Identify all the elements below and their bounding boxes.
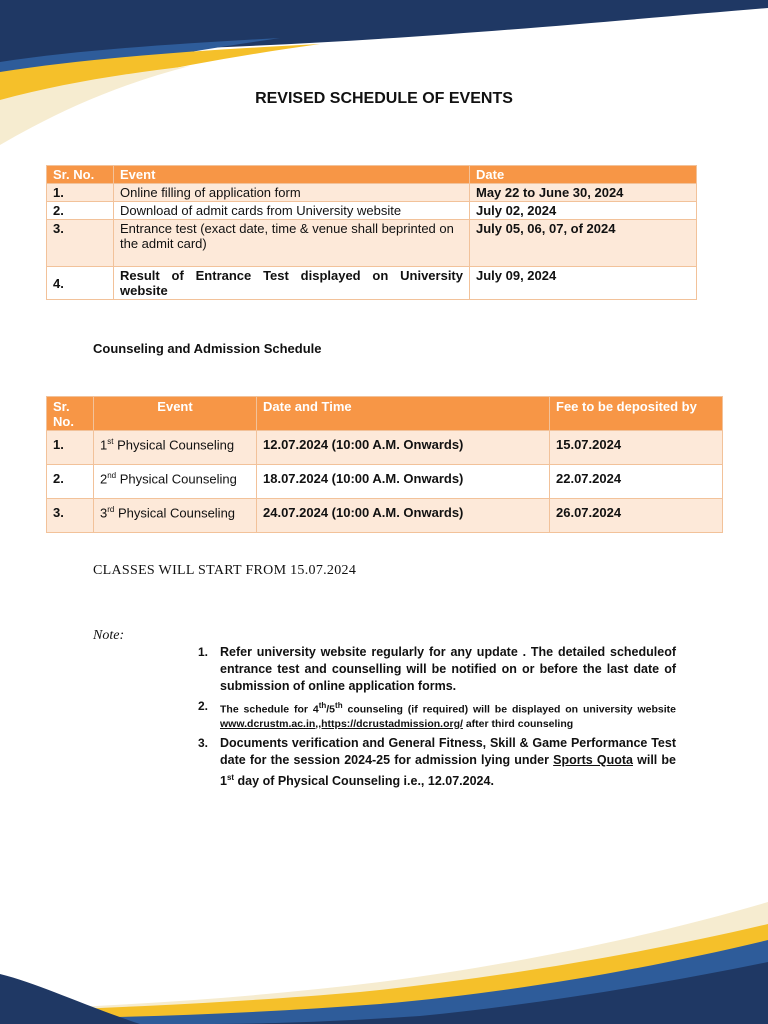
row-fee: 22.07.2024 [550, 465, 723, 499]
row-datetime: 18.07.2024 (10:00 A.M. Onwards) [257, 465, 550, 499]
row-sr: 4. [47, 267, 114, 300]
row-event: Online filling of application form [114, 184, 470, 202]
row-date: July 05, 06, 07, of 2024 [470, 220, 697, 267]
row-event: 1st Physical Counseling [94, 431, 257, 465]
schedule-header-event: Event [114, 166, 470, 184]
table-row [47, 431, 723, 465]
row-sr: 1. [47, 431, 94, 465]
counseling-header-event: Event [94, 397, 257, 431]
table-row [47, 267, 697, 300]
row-fee: 15.07.2024 [550, 431, 723, 465]
notes-list [198, 644, 676, 794]
row-sr: 1. [47, 184, 114, 202]
bottom-wave-decoration [0, 894, 768, 1024]
schedule-table [46, 165, 697, 300]
row-sr: 2. [47, 202, 114, 220]
counseling-heading: Counseling and Admission Schedule [93, 341, 322, 356]
schedule-header-sr: Sr. No. [47, 166, 114, 184]
row-fee: 26.07.2024 [550, 499, 723, 533]
table-row [47, 202, 697, 220]
row-event: Download of admit cards from University website [114, 202, 470, 220]
table-row [47, 499, 723, 533]
row-event: 3rd Physical Counseling [94, 499, 257, 533]
row-sr: 2. [47, 465, 94, 499]
top-wave-decoration [0, 0, 768, 150]
row-sr: 3. [47, 499, 94, 533]
note-label: Note: [93, 628, 125, 643]
row-date: May 22 to June 30, 2024 [470, 184, 697, 202]
row-date: July 02, 2024 [470, 202, 697, 220]
row-event: Entrance test (exact date, time & venue shall beprinted on the admit card) [114, 220, 470, 267]
list-item: 2. The schedule for 4th/5th counseling (if required) will be displayed on university website www.dcrustm.ac.in,,https://dcrustadmission.org/ after third counseling [198, 699, 676, 730]
university-website-link[interactable]: www.dcrustm.ac.in,,https://dcrustadmission.org/ [220, 717, 463, 730]
counseling-table [46, 396, 723, 533]
table-row [47, 184, 697, 202]
counseling-header-datetime: Date and Time [257, 397, 550, 431]
counseling-header-fee: Fee to be deposited by [550, 397, 723, 431]
table-row [47, 465, 723, 499]
row-date: July 09, 2024 [470, 267, 697, 300]
row-sr: 3. [47, 220, 114, 267]
page-title: REVISED SCHEDULE OF EVENTS [255, 90, 513, 107]
classes-start-text: CLASSES WILL START FROM 15.07.2024 [93, 563, 357, 578]
list-item: 3. Documents verification and General Fitness, Skill & Game Performance Test date for the session 2024-25 for admission lying under Sports Quota will be 1st day of Physical Counseling i.e., 12.07.2024. [198, 735, 676, 788]
counseling-header-sr: Sr. No. [47, 397, 94, 431]
row-event: Result of Entrance Test displayed on University website [114, 267, 470, 300]
row-datetime: 12.07.2024 (10:00 A.M. Onwards) [257, 431, 550, 465]
list-item: 1. Refer university website regularly for any update . The detailed scheduleof entrance test and counselling will be notified on or before the last date of submission of online application forms. [198, 645, 676, 693]
table-row [47, 220, 697, 267]
row-event: 2nd Physical Counseling [94, 465, 257, 499]
row-datetime: 24.07.2024 (10:00 A.M. Onwards) [257, 499, 550, 533]
schedule-header-date: Date [470, 166, 697, 184]
